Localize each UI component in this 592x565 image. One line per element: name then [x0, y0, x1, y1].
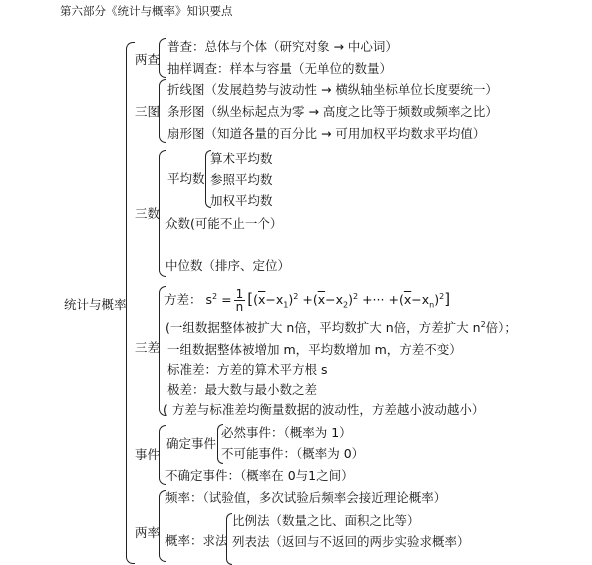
variance-rule-shift: 一组数据整体被增加 m，平均数增加 m，方差不变） — [167, 342, 462, 357]
dispersion-note: ( 方差与标准差均衡量数据的波动性，方差越小波动越小） — [163, 402, 485, 417]
census-item: 普查：总体与个体（研究对象 → 中心词） — [167, 39, 398, 54]
events-label: 事件 — [135, 447, 161, 462]
reference-mean: 参照平均数 — [210, 172, 273, 187]
root-label: 统计与概率 — [64, 297, 127, 312]
mean-label: 平均数 — [167, 171, 205, 186]
uncertain-event-item: 不确定事件：（概率在 0与1之间） — [165, 468, 354, 483]
variance-line — [164, 286, 450, 313]
line-chart-item: 折线图（发展趋势与波动性 → 横纵轴坐标单位长度要统一） — [167, 82, 498, 97]
three-numbers-label: 三数 — [135, 206, 161, 221]
page-title: 第六部分《统计与概率》知识要点 — [60, 4, 233, 18]
range-item: 极差：最大数与最小数之差 — [167, 382, 318, 397]
sure-event-item: 必然事件：（概率为 1） — [221, 425, 352, 440]
probability-method-label: 概率：求法 — [165, 533, 228, 548]
ratio-method-item: 比例法（数量之比、面积之比等） — [232, 513, 420, 528]
median-item: 中位数（排序、定位） — [165, 258, 291, 273]
variance-rule-scale: (一组数据整体被扩大 n倍，平均数扩大 n倍，方差扩大 $n^2$倍）； — [165, 319, 517, 335]
list-method-item: 列表法（返回与不返回的两步实验求概率） — [232, 534, 470, 549]
frequency-item: 频率：（试验值，多次试验后频率会接近理论概率） — [165, 490, 447, 505]
arithmetic-mean: 算术平均数 — [210, 151, 273, 166]
impossible-event-item: 不可能事件：（概率为 0） — [221, 446, 365, 461]
bar-chart-item: 条形图（纵坐标起点为零 → 高度之比等于频数或频率之比） — [167, 104, 498, 119]
three-charts-label: 三图 — [135, 104, 161, 119]
certain-event-label: 确定事件 — [166, 436, 217, 451]
std-item: 标准差：方差的算术平方根 s — [167, 362, 328, 377]
sampling-item: 抽样调查：样本与容量（无单位的数量） — [167, 61, 393, 76]
pie-chart-item: 扇形图（知道各量的百分比 → 可用加权平均数求平均值） — [167, 126, 486, 141]
two-checks-brace — [159, 38, 166, 78]
variance-formula: $s^2$ = $\frac{1}{n}$ [$(\overline{x}-x_1)^2 +(\overline{x}-x_2)^2$ +··· $+(\overline{x}-x_n)^2$] — [205, 287, 451, 314]
three-charts-brace — [159, 79, 166, 143]
three-diffs-label: 三差 — [135, 340, 161, 355]
two-checks-label: 两查 — [135, 52, 161, 67]
weighted-mean: 加权平均数 — [210, 193, 273, 208]
root-brace — [126, 42, 135, 564]
mode-item: 众数(可能不止一个） — [165, 216, 283, 231]
variance-label: 方差： — [164, 292, 202, 307]
two-rates-label: 两率 — [135, 525, 161, 540]
